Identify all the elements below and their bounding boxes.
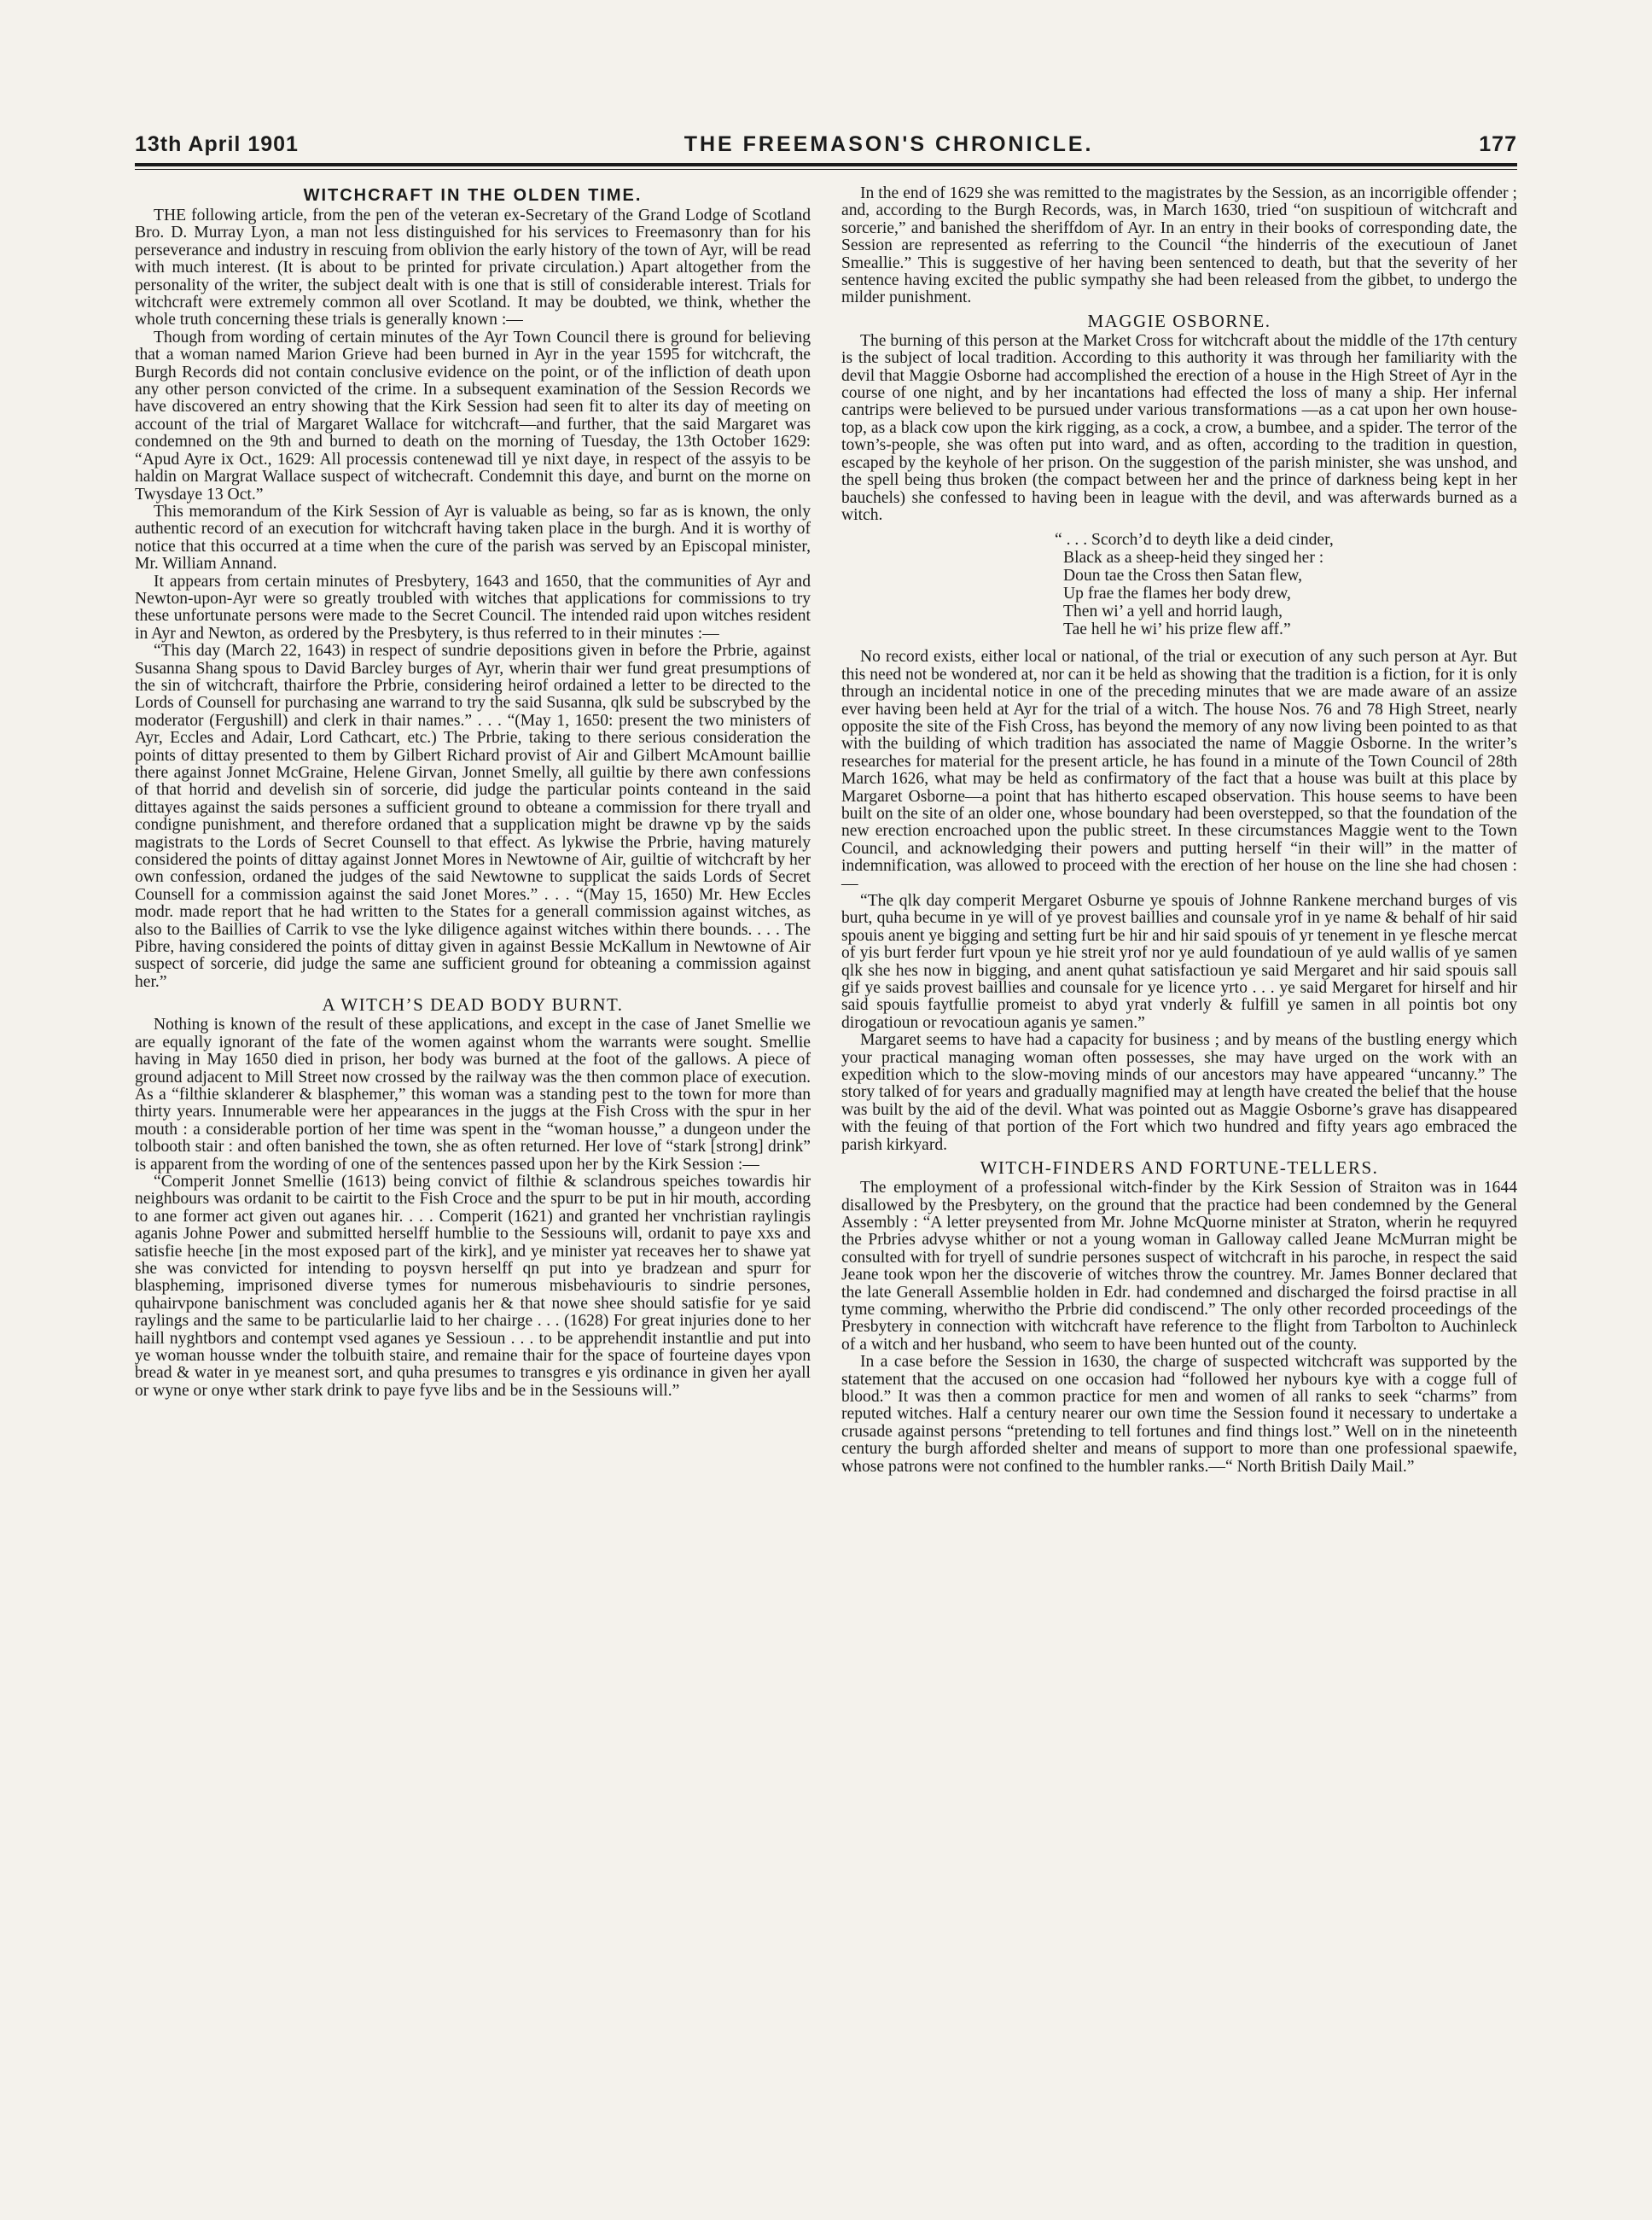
- issue-date: 13th April 1901: [135, 132, 299, 156]
- verse-line: “ . . . Scorch’d to deyth like a deid cinder,: [1055, 531, 1334, 550]
- paragraph: The burning of this person at the Market Cross for witchcraft about the middle of the 17th century is the subject of local tradition. According to this authority it was through her familiarity with the devil that Maggie Osborne had accomplished the erection of a house in the High Street of Ayr in the course of one night, and by her incantations had effected the loss of many a ship. Her infernal cantrips were believed to be pursued under various transformations —as a cat upon her own house-top, as a black cow upon the kirk rigging, as a cock, a crow, a bumbee, and a spider. The terror of the town’s-people, she was often put into ward, and as often, according to the tradition in question, escaped by the keyhole of her prison. On the suggestion of the parish minister, she was unshod, and the spell being thus broken (the compact between her and the prince of darkness being kept in her bauchels) she confessed to having been in league with the devil, and was afterwards burned as a witch.: [841, 331, 1517, 524]
- section-heading: A WITCH’S DEAD BODY BURNT.: [322, 994, 624, 1016]
- paragraph: No record exists, either local or national, of the trial or execution of any such person at Ayr. But this need not be wondered at, nor can it be held as showing that the tradition is a fiction, for it is only through an incidental notice in one of the preceding minutes that we are made aware of an assize ever having been held at Ayr for the trial of a witch. The house Nos. 76 and 78 High Street, nearly opposite the site of the Fish Cross, has beyond the memory of any now living been pointed to as that with the building of which tradition has associated the name of Maggie Osborne. In the writer’s researches for material for the present article, he has found in a minute of the Town Council of 28th March 1626, what may be held as confirmatory of the fact that a house was built at this place by Margaret Osborne—a point that has hitherto escaped observation. This house seems to have been built on the site of an older one, whose boundary had been overstepped, so that the foundation of the new erection encroached upon the public street. In these circumstances Maggie went to the Town Council, and acknowledging their powers and putting herself “in their will” in the matter of indemnification, was allowed to proceed with the erection of her house on the line she had chosen :—: [841, 648, 1517, 893]
- verse-block: [841, 531, 1517, 638]
- paragraph: Nothing is known of the result of these applications, and except in the case of Janet Smellie we are equally ignorant of the fate of the women against whom the warrants were sought. Smellie having in May 1650 died in prison, her body was burned at the foot of the gallows. A piece of ground adjacent to Mill Street now crossed by the railway was the then common place of execution. As a “filthie sklanderer & blasphemer,” this woman was a standing pest to the town for more than thirty years. Innumerable were her appearances in the juggs at the Fish Cross with the spur in her mouth : a considerable portion of her time was spent in the “woman housse,” a dungeon under the tolbooth stair : and often banished the town, she as often returned. Her love of “stark [strong] drink” is apparent from the wording of one of the sentences passed upon her by the Kirk Session :—: [135, 1016, 811, 1174]
- article-columns: [135, 185, 1517, 1476]
- paragraph: This memorandum of the Kirk Session of Ayr is valuable as being, so far as is known, the only authentic record of an execution for witchcraft having taken place in the burgh. And it is worthy of notice that this occurred at a time when the cure of the parish was served by an Episcopal minister, Mr. William Annand.: [135, 502, 811, 574]
- page-number: 177: [1479, 132, 1517, 156]
- section-heading: WITCH-FINDERS AND FORTUNE-TELLERS.: [980, 1157, 1379, 1179]
- left-column: [135, 185, 811, 1476]
- verse-line: Black as a sheep-heid they singed her :: [1063, 549, 1324, 568]
- paragraph: The employment of a professional witch-finder by the Kirk Session of Straiton was in 1644 disallowed by the Presbytery, on the ground that the practice had been condemned by the General Assembly : “A letter preysented from Mr. Johne McQuorne minister at Straton, wherin he requyred the Prbries advyse whither or not a young woman in Galloway called Jeane McMurran might be consulted with for tryell of sundrie persones suspect of witchcraft in his paroche, in respect the said Jeane took wpon her the discoverie of witches throw the countrey. Mr. James Bonner declared that the late Generall Assemblie holden in Edr. had condemned and discharged the foirsd practise in all tyme comming, wherwitho the Prbrie did condiscend.” The only other recorded proceedings of the Presbytery in connection with witchcraft have reference to the flight from Tarbolton to Auchinleck of a witch and her husband, who seem to have been hunted out of the county.: [841, 1179, 1517, 1354]
- paragraph: It appears from certain minutes of Presbytery, 1643 and 1650, that the communities of Ayr and Newton-upon-Ayr were so greatly troubled with witches that applications for commissions to try these unfortunate persons were made to the Secret Council. The intended raid upon witches resident in Ayr and Newton, as ordered by the Presbytery, is thus referred to in their minutes :—: [135, 572, 811, 643]
- verse-line: Tae hell he wi’ his prize flew aff.”: [1063, 621, 1291, 639]
- paragraph: In a case before the Session in 1630, the charge of suspected witchcraft was supported by the statement that the accused on one occasion had “followed her nybours kye with a cogge full of blood.” It was then a common practice for men and women of all ranks to seek “charms” from reputed witches. Half a century nearer our own time the Session found it necessary to undertake a crusade against persons “pretending to tell fortunes and find things lost.” Well on in the nineteenth century the burgh afforded shelter and means of support to more than one professional spaewife, whose patrons were not confined to the humbler ranks.—“ North British Daily Mail.”: [841, 1353, 1517, 1476]
- article-title: WITCHCRAFT IN THE OLDEN TIME.: [303, 186, 643, 205]
- right-column: [841, 185, 1517, 1476]
- section-heading: MAGGIE OSBORNE.: [1087, 310, 1271, 331]
- paragraph: Margaret seems to have had a capacity for business ; and by means of the bustling energy which your practical managing woman often possesses, she may have urged on the work with an expedition which to the slow-moving minds of our ancestors may have appeared “uncanny.” The story talked of for years and gradually magnified may at length have created the belief that the house was built by the aid of the devil. What was pointed out as Maggie Osborne’s grave has disappeared with the feuing of that portion of the Fort which two hundred and fifty years ago embraced the parish kirkyard.: [841, 1031, 1517, 1154]
- paragraph: THE following article, from the pen of the veteran ex-Secretary of the Grand Lodge of Scotland Bro. D. Murray Lyon, a man not less distinguished for his services to Freemasonry than for his perseverance and industry in rescuing from oblivion the early history of the town of Ayr, will be read with much interest. (It is about to be printed for private circulation.) Apart altogether from the personality of the writer, the subject dealt with is one that is still of considerable interest. Trials for witchcraft were extremely common all over Scotland. It may be doubted, we think, whether the whole truth concerning these trials is generally known :—: [135, 207, 811, 329]
- header-rule: [135, 163, 1517, 166]
- paragraph: “This day (March 22, 1643) in respect of sundrie depositions given in before the Prbrie, against Susanna Shang spous to David Barcley burges of Ayr, wherin thair wer fund great presumptions of the sin of witchcraft, thairfore the Prbrie, considering heirof ordained a letter to be directed to the Lords of Counsell for purchasing ane warrand to try the said Susanna, qlk suld be subscrybed by the moderator (Fergushill) and clerk in thair names.” . . . “(May 1, 1650: present the two ministers of Ayr, Eccles and Adair, Lord Cathcart, etc.) The Prbrie, taking to there serious consideration the points of dittay presented to them by Gilbert Richard provist of Air and Gilbert McAmount baillie there against Jonnet McGraine, Helene Girvan, Jonnet Smelly, all guiltie by there awn confessions of that horrid and develish sin of sorcerie, did judge the particular points conteand in the said dittayes against the saids persones a sufficient ground to obteane a commission for there tryall and condigne punishment, and therefore ordaned that a supplication might be drawne vp by the saids magistrats to the Lords of Secret Counsell to that effect. As lykwise the Prbrie, having maturely considered the points of dittay against Jonnet Mores in Newtowne of Air, guiltie of witchcraft by her own confession, ordaned the judges of the said Newtowne to supplicat the saids Lords of Secret Counsell for a commission against the said Jonet Mores.” . . . “(May 15, 1650) Mr. Hew Eccles modr. made report that he had written to the States for a generall commission against witches, as also to the Baillies of Carrik to vse the lyke diligence against witches within there bounds. . . . The Pibre, having considered the points of dittay given in against Bessie McKallum in Newtowne of Air suspect of sorcerie, did judge the same ane sufficient ground for obteaning a commission against her.”: [135, 642, 811, 991]
- paragraph: In the end of 1629 she was remitted to the magistrates by the Session, as an incorrigible offender ; and, according to the Burgh Records, was, in March 1630, tried “on suspitioun of witchcraft and sorcerie,” and banished the sheriffdom of Ayr. In an entry in their books of corresponding date, the Session are represented as referring to the Council “the hinderris of the executioun of Janet Smeallie.” This is suggestive of her having been sentenced to death, but that the severity of her sentence having excited the public sympathy she had been released from the gibbet, to undergo the milder punishment.: [841, 184, 1517, 307]
- running-head: [135, 132, 1517, 157]
- paragraph: “The qlk day comperit Mergaret Osburne ye spouis of Johnne Rankene merchand burges of vis burt, quha becume in ye will of ye provest baillies and counsale yrof in ye name & behalf of hir said spouis anent ye bigging and setting furt be hir and hir said spouis of yr tenement in ye flesche mercat of yis burt ferder furt vpoun ye hie streit yrof nor ye auld foundatioun of ye auld wallis of ye samen qlk she hes now in bigging, and anent quhat satisfactioun ye said Mergaret and hir said spouis sall gif ye saids provest baillies and counsale for ye licence yrto . . . ye said Mergaret for hirself and hir said spouis faytfullie promeist to abyd yrat vnderly & fulfill ye samen in all pointis bot ony dirogatioun or revocatioun aganis ye samen.”: [841, 892, 1517, 1032]
- paragraph: Though from wording of certain minutes of the Ayr Town Council there is ground for believing that a woman named Marion Grieve had been burned in Ayr in the year 1595 for witchcraft, the Burgh Records did not contain conclusive evidence on the point, or of the infliction of death upon any other person convicted of the crime. In a subsequent examination of the Session Records we have discovered an entry showing that the Kirk Session had seen fit to alter its day of meeting on account of the trial of Margaret Wallace for witchcraft—and further, that the said Margaret was condemned on the 9th and burned to death on the morning of Tuesday, the 13th October 1629: “Apud Ayre ix Oct., 1629: All processis contenewad till ye nixt daye, in respect of the assyis to be haldin on Margrat Wallace suspect of witchecraft. Condemnit this daye, and burnt on the morne on Twysdaye 13 Oct.”: [135, 328, 811, 504]
- verse-line: Up frae the flames her body drew,: [1063, 585, 1291, 603]
- header-rule-thin: [135, 169, 1517, 170]
- verse-line: Then wi’ a yell and horrid laugh,: [1063, 603, 1283, 621]
- verse-line: Doun tae the Cross then Satan flew,: [1063, 567, 1303, 586]
- paragraph: “Comperit Jonnet Smellie (1613) being convict of filthie & sclandrous speiches towardis hir neighbours was ordanit to be cairtit to the Fish Croce and the spurr to be put in hir mouth, according to ane former act given out aganes hir. . . . Comperit (1621) and granted her vnchristian raylingis aganis Johne Power and submitted herselff humblie to the Sessiouns will, ordanit to paye xxs and satisfie heeche [in the most exposed part of the kirk], and ye minister yat receaves her to shawe yat she was convicted for intending to poysvn herselff qn put into ye bradzean and spurr for blaspheming, imprisoned diverse tymes for numerous misbehaviouris to sindrie persones, quhairvpone banischment was concluded aganis her & that nowe shee should satisfie for ye said raylings and the same to be particularlie laid to her chairge . . . (1628) For great injuries done to her haill nyghtbors and contempt vsed aganes ye Sessioun . . . to be apprehendit instantlie and put into ye woman housse wnder the tolbuith staire, and remaine thair for the space of fourteine dayes vpon bread & water in ye meanest sort, and quha presumes to transgres e yis ordinance in given her ayall or wyne or onye wther stark drink to paye fyve libs and be in the Sessiouns will.”: [135, 1172, 811, 1400]
- journal-title: THE FREEMASON'S CHRONICLE.: [683, 132, 1094, 156]
